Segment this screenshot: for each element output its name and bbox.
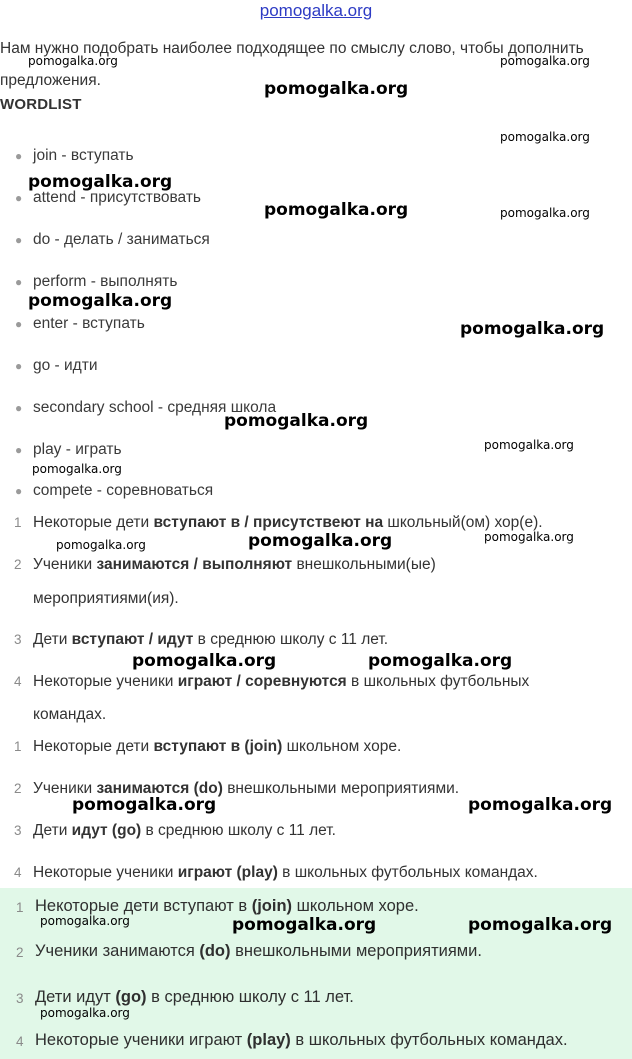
wordlist-item: ● attend - присутствовать xyxy=(15,189,202,206)
option-sentence-2: 2 Ученики занимаются / выполняют внешкольными(ые) xyxy=(14,556,436,573)
option-sentence-4: 4 Некоторые ученики играют / соревнуются в школьных футбольных xyxy=(14,673,530,690)
wordlist-item: ● play - играть xyxy=(15,441,122,458)
bullet-icon: ● xyxy=(15,317,23,331)
final-sentence-4: Некоторые ученики играют (play) в школьных футбольных командах. xyxy=(35,1031,568,1049)
option-sentence-2-continued: мероприятиями(ия). xyxy=(33,590,179,607)
watermark: pomogalka.org xyxy=(40,914,130,928)
watermark: pomogalka.org xyxy=(72,795,217,815)
option-sentence-3: 3 Дети вступают / идут в среднюю школу с 11 лет. xyxy=(14,631,389,648)
intro-text: Нам нужно подобрать наиболее подходящее по смыслу слово, чтобы дополнить предложения. xyxy=(0,40,584,89)
watermark: pomogalka.org xyxy=(40,1006,130,1020)
wordlist-item: ● go - идти xyxy=(15,357,98,374)
watermark: pomogalka.org xyxy=(460,319,605,339)
watermark: pomogalka.org xyxy=(28,172,173,192)
watermark: pomogalka.org xyxy=(28,291,173,311)
answer-sentence-3: 3 Дети идут (go) в среднюю школу с 11 лет. xyxy=(14,822,336,839)
wordlist-item: ● join - вступать xyxy=(15,147,134,164)
watermark: pomogalka.org xyxy=(28,54,118,68)
watermark: pomogalka.org xyxy=(468,795,613,815)
watermark: pomogalka.org xyxy=(500,54,590,68)
answer-sentence-2: 2 Ученики занимаются (do) внешкольными мероприятиями. xyxy=(14,780,460,797)
watermark: pomogalka.org xyxy=(484,438,574,452)
bullet-icon: ● xyxy=(15,443,23,457)
bullet-icon: ● xyxy=(15,359,23,373)
final-number-2: 2 xyxy=(16,945,24,960)
watermark: pomogalka.org xyxy=(468,915,613,935)
bullet-icon: ● xyxy=(15,233,23,247)
bullet-icon: ● xyxy=(15,401,23,415)
watermark: pomogalka.org xyxy=(232,915,377,935)
wordlist-item: ● compete - соревноваться xyxy=(15,482,214,499)
wordlist-item: ● perform - выполнять xyxy=(15,273,178,290)
watermark: pomogalka.org xyxy=(484,530,574,544)
watermark: pomogalka.org xyxy=(500,130,590,144)
watermark: pomogalka.org xyxy=(248,531,393,551)
bullet-icon: ● xyxy=(15,484,23,498)
answer-sentence-1: 1 Некоторые дети вступают в (join) школьном хоре. xyxy=(14,738,402,755)
bullet-icon: ● xyxy=(15,275,23,289)
watermark: pomogalka.org xyxy=(56,538,146,552)
final-number-4: 4 xyxy=(16,1034,24,1049)
watermark: pomogalka.org xyxy=(224,411,369,431)
watermark: pomogalka.org xyxy=(368,651,513,671)
answer-sentence-4: 4 Некоторые ученики играют (play) в школьных футбольных командах. xyxy=(14,864,538,881)
bullet-icon: ● xyxy=(15,191,23,205)
final-sentence-3: Дети идут (go) в среднюю школу с 11 лет. xyxy=(35,988,354,1006)
final-sentence-1: Некоторые дети вступают в (join) школьном хоре. xyxy=(35,897,419,915)
final-number-3: 3 xyxy=(16,991,24,1006)
bullet-icon: ● xyxy=(15,149,23,163)
site-title-link[interactable]: pomogalka.org xyxy=(259,1,373,20)
wordlist-item: ● secondary school - средняя школа xyxy=(15,399,277,416)
watermark: pomogalka.org xyxy=(32,462,122,476)
watermark: pomogalka.org xyxy=(264,79,409,99)
option-sentence-4-continued: командах. xyxy=(33,706,107,723)
watermark: pomogalka.org xyxy=(500,206,590,220)
watermark: pomogalka.org xyxy=(264,200,409,220)
final-sentence-2: Ученики занимаются (do) внешкольными мероприятиями. xyxy=(35,942,482,960)
wordlist-heading: WORDLIST xyxy=(0,96,82,113)
final-number-1: 1 xyxy=(16,900,24,915)
wordlist-item: ● do - делать / заниматься xyxy=(15,231,210,248)
wordlist-item: ● enter - вступать xyxy=(15,315,145,332)
watermark: pomogalka.org xyxy=(132,651,277,671)
option-sentence-1: 1 Некоторые дети вступают в / присутствеют на школьный(ом) хор(е). xyxy=(14,514,543,531)
